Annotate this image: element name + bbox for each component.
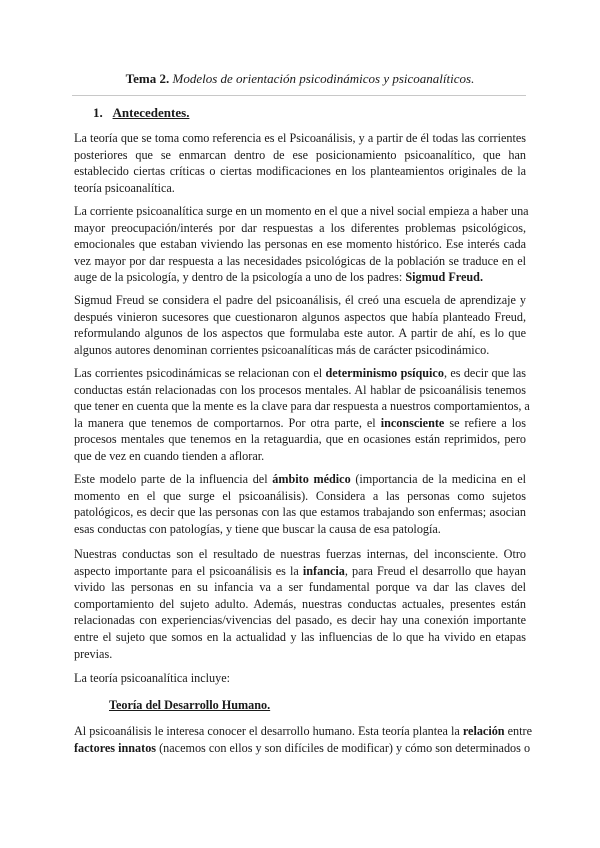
paragraph-line: Nuestras conductas son el resultado de nuestras fuerzas internas, del inconsciente. Otro <box>74 547 526 561</box>
paragraph-line: vez mayor por dar respuesta a las necesidades psicológicas de la población se traduce en el <box>74 253 526 268</box>
paragraph-line: conductas están relacionadas con los procesos mentales. Al hablar de psicoanálisis tenemos <box>74 382 526 397</box>
paragraph-line: mayor preocupación/interés por dar respuestas a los diferentes problemas psicológicos, <box>74 220 526 235</box>
bold-term: ámbito médico <box>272 472 351 486</box>
paragraph-line: La teoría psicoanalítica incluye: <box>74 671 230 685</box>
paragraph-line: reformulando algunos de los aspectos que formulaba este autor. A partir de ahí, es lo que <box>74 326 526 341</box>
paragraph-line: algunos autores denominan corrientes psicoanalíticas más de carácter psicodinámico. <box>74 342 490 357</box>
bold-term: determinismo psíquico <box>325 366 444 380</box>
paragraph-line: comportamiento del sujeto adulto. Además, nuestras conductas actuales, presentes están <box>74 596 526 611</box>
paragraph-line: patológicos, es decir que las personas con las que estamos trabajando son enfermas; asocian <box>74 505 526 520</box>
line-text: , para Freud el desarrollo que hayan <box>344 563 526 578</box>
paragraph-line: momento en el que surge el psicoanálisis). Considera a las personas como sujetos <box>74 488 526 503</box>
paragraph-6 <box>74 546 526 662</box>
paragraph-7 <box>74 670 526 687</box>
line-text: Las corrientes psicodinámicas se relacionan con el <box>74 366 326 380</box>
paragraph-line: relacionadas con experiencias/vivencias del pasado, es decir hay una conexión importante <box>74 613 526 628</box>
paragraph-line: vivido las personas en su infancia va a ser fundamental porque va dar las claves del <box>74 580 526 595</box>
paragraph-line: La corriente psicoanalítica surge en un momento en el que a nivel social empieza a haber una <box>74 204 529 218</box>
bold-term: infancia <box>302 563 345 578</box>
line-text: aspecto importante para el psicoanálisis es la <box>74 563 303 578</box>
paragraph-line <box>74 723 532 740</box>
line-text: entre <box>504 724 532 738</box>
line-text: (nacemos con ellos y son difíciles de modificar) y cómo son determinados o <box>156 740 531 755</box>
paragraph-line: posteriores que se enmarcan dentro de ese posicionamiento psicoanalítico, que han <box>74 147 526 162</box>
paragraph-line <box>74 365 526 382</box>
paragraph-4 <box>74 365 530 465</box>
bold-term: factores innatos <box>74 740 157 755</box>
paragraph-line: entre el sujeto que somos en la actualidad y las influencias de lo que ha vivido en etapas <box>74 629 526 644</box>
bold-term: inconsciente <box>380 415 445 430</box>
paragraph-line <box>74 471 526 488</box>
paragraph-1 <box>74 130 526 196</box>
line-text: se refiere a los <box>444 415 526 430</box>
bold-term: Sigmud Freud. <box>405 270 484 285</box>
paragraph-line: procesos mentales que tenemos en la retaguardia, que en ocasiones están reprimidos, pero <box>74 432 526 447</box>
paragraph-5 <box>74 471 526 537</box>
section-title: Antecedentes. <box>112 105 190 120</box>
title-text: Modelos de orientación psicodinámicos y psicoanalíticos. <box>172 71 475 86</box>
paragraph-line: previas. <box>74 646 113 661</box>
paragraph-line: emocionales que estaban viviendo las personas en ese momento histórico. Ese interés cada <box>74 237 526 252</box>
bold-term: relación <box>462 724 505 738</box>
line-text: auge de la psicología, y dentro de la psicología a uno de los padres: <box>74 270 406 285</box>
paragraph-2 <box>74 203 529 286</box>
paragraph-3 <box>74 292 526 358</box>
paragraph-line: La teoría que se toma como referencia es el Psicoanálisis, y a partir de él todas las corrientes <box>74 131 526 145</box>
line-text: Al psicoanálisis le interesa conocer el desarrollo humano. Esta teoría plantea la <box>74 724 463 738</box>
section-heading <box>93 105 189 121</box>
paragraph-line: teoría psicoanalítica. <box>74 180 175 195</box>
title-number: Tema 2. <box>125 71 170 86</box>
line-text: (importancia de la medicina en el <box>350 472 527 486</box>
title-divider <box>72 95 526 96</box>
paragraph-line <box>74 269 526 286</box>
paragraph-line: establecido ciertas críticas o ciertas modificaciones en los planteamientos originales de la <box>74 164 526 179</box>
paragraph-line <box>74 563 526 580</box>
paragraph-line: después vinieron sucesores que cuestionaron algunos aspectos que había planteado Freud, <box>74 309 526 324</box>
paragraph-line: esas conductas con patologías, y tiene que buscar la causa de esa patología. <box>74 521 441 536</box>
paragraph-line <box>74 740 531 757</box>
paragraph-8 <box>74 723 532 756</box>
paragraph-line: que de vez en cuando tienden a aflorar. <box>74 448 265 463</box>
paragraph-line: Sigmud Freud se considera el padre del psicoanálisis, él creó una escuela de aprendizaje y <box>74 293 526 307</box>
subheading: Teoría del Desarrollo Humano. <box>109 698 271 712</box>
line-text: Este modelo parte de la influencia del <box>74 472 273 486</box>
section-number: 1. <box>93 105 103 120</box>
paragraph-line: que tener en cuenta que la mente es la clave para dar respuesta a nuestros comportamientos, a <box>74 399 530 414</box>
page-title <box>0 71 600 87</box>
paragraph-line <box>74 415 526 432</box>
line-text: , es decir que las <box>443 366 526 380</box>
line-text: la manera que tenemos de comportarnos. Por otra parte, el <box>74 415 381 430</box>
